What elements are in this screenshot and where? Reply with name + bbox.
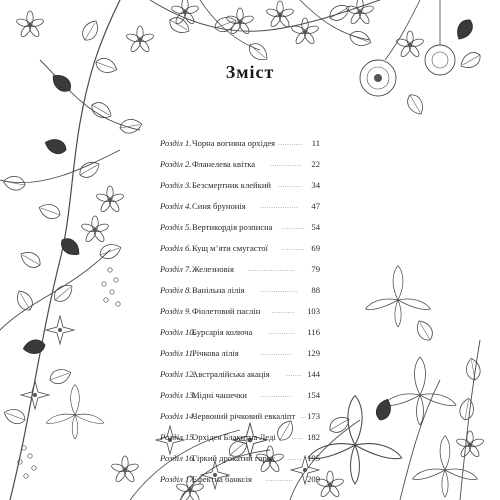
page-number: 54 <box>311 222 320 232</box>
page-number: 173 <box>307 411 320 421</box>
toc-entry[interactable] <box>160 304 320 318</box>
chapter-label: Розділ 6. <box>160 243 192 253</box>
chapter-name: Австралійська акація <box>192 369 270 379</box>
leader-dots: ...... <box>288 454 302 462</box>
leader-dots: ............ <box>266 475 293 483</box>
page-number: 144 <box>307 369 320 379</box>
chapter-label: Розділ 17. <box>160 474 196 484</box>
top-branches <box>150 0 420 64</box>
leader-dots: ... <box>300 412 307 420</box>
toc-entry[interactable] <box>160 409 320 423</box>
leader-dots: ................. <box>260 286 299 294</box>
leader-dots: ..................... <box>248 265 296 273</box>
chapter-label: Розділ 3. <box>160 180 192 190</box>
toc-entry[interactable] <box>160 430 320 444</box>
left-buds <box>18 268 120 478</box>
chapter-name: Мідні чашечки <box>192 390 247 400</box>
toc-entry[interactable] <box>160 178 320 192</box>
chapter-label: Розділ 10. <box>160 327 196 337</box>
leader-dots: ........... <box>278 139 303 147</box>
toc-entry[interactable] <box>160 472 320 486</box>
page-number: 11 <box>311 138 320 148</box>
page-number: 34 <box>311 180 320 190</box>
chapter-label: Розділ 7. <box>160 264 192 274</box>
leader-dots: .......... <box>282 223 305 231</box>
chapter-name: Ванільна лілія <box>192 285 245 295</box>
chapter-name: Фіолетовий паслін <box>192 306 261 316</box>
page-number: 79 <box>311 264 320 274</box>
page-number: 209 <box>307 474 320 484</box>
page-number: 47 <box>311 201 320 211</box>
page-title: Зміст <box>225 62 275 82</box>
leader-dots: .......... <box>282 244 305 252</box>
leader-dots: ..... <box>292 433 304 441</box>
leader-dots: ................. <box>260 202 299 210</box>
chapter-label: Розділ 8. <box>160 285 192 295</box>
top-right-clusters <box>360 0 483 117</box>
toc-entry[interactable] <box>160 157 320 171</box>
page-number: 22 <box>311 159 320 169</box>
toc-entry[interactable] <box>160 136 320 150</box>
chapter-label: Розділ 9. <box>160 306 192 316</box>
toc-entry[interactable] <box>160 199 320 213</box>
chapter-name: Чорна вогняна орхідея <box>192 138 276 148</box>
toc-entry[interactable] <box>160 388 320 402</box>
toc-entry[interactable] <box>160 451 320 465</box>
leader-dots: ....... <box>286 370 302 378</box>
page-number: 103 <box>307 306 320 316</box>
toc-entry[interactable] <box>160 262 320 276</box>
leader-dots: .............. <box>270 160 302 168</box>
chapter-name: Безсмертник клейкий <box>192 180 272 190</box>
chapter-name: Железновія <box>192 264 234 274</box>
chapter-label: Розділ 13. <box>160 390 196 400</box>
chapter-label: Розділ 4. <box>160 201 192 211</box>
toc-entry[interactable] <box>160 367 320 381</box>
page-number: 182 <box>307 432 320 442</box>
chapter-name: Ефектна банксія <box>192 474 252 484</box>
chapter-name: Синя брунонія <box>192 201 246 211</box>
leader-dots: .............. <box>260 349 292 357</box>
chapter-label: Розділ 14. <box>160 411 196 421</box>
page-number: 116 <box>307 327 320 337</box>
chapter-name: Гіркий дрокатий горох <box>192 453 276 463</box>
page-number: 195 <box>307 453 320 463</box>
chapter-label: Розділ 12. <box>160 369 196 379</box>
page-number: 69 <box>311 243 320 253</box>
chapter-name: Річкова лілія <box>192 348 239 358</box>
toc-entry[interactable] <box>160 346 320 360</box>
chapter-name: Фланелева квітка <box>192 159 256 169</box>
chapter-name: Вертикордія розписна <box>192 222 273 232</box>
toc-entry[interactable] <box>160 220 320 234</box>
chapter-name: Червоний річковий евкаліпт <box>192 411 296 421</box>
chapter-label: Розділ 16. <box>160 453 196 463</box>
toc-entry[interactable] <box>160 325 320 339</box>
leader-dots: .............. <box>260 391 292 399</box>
page-number: 88 <box>311 285 320 295</box>
toc-entry[interactable] <box>160 283 320 297</box>
leader-dots: ........... <box>278 181 303 189</box>
page-number: 129 <box>307 348 320 358</box>
chapter-name: Бурсарія колюча <box>192 327 253 337</box>
leader-dots: .......... <box>272 307 295 315</box>
chapter-label: Розділ 2. <box>160 159 192 169</box>
chapter-label: Розділ 5. <box>160 222 192 232</box>
chapter-label: Розділ 11. <box>160 348 196 358</box>
page-number: 154 <box>307 390 320 400</box>
chapter-label: Розділ 1. <box>160 138 192 148</box>
chapter-name: Кущ м’яти смугастої <box>192 243 268 253</box>
leader-dots: ............ <box>268 328 295 336</box>
chapter-label: Розділ 15. <box>160 432 196 442</box>
chapter-name: Орхідея Блакитна Леді <box>192 432 276 442</box>
toc-entry[interactable] <box>160 241 320 255</box>
